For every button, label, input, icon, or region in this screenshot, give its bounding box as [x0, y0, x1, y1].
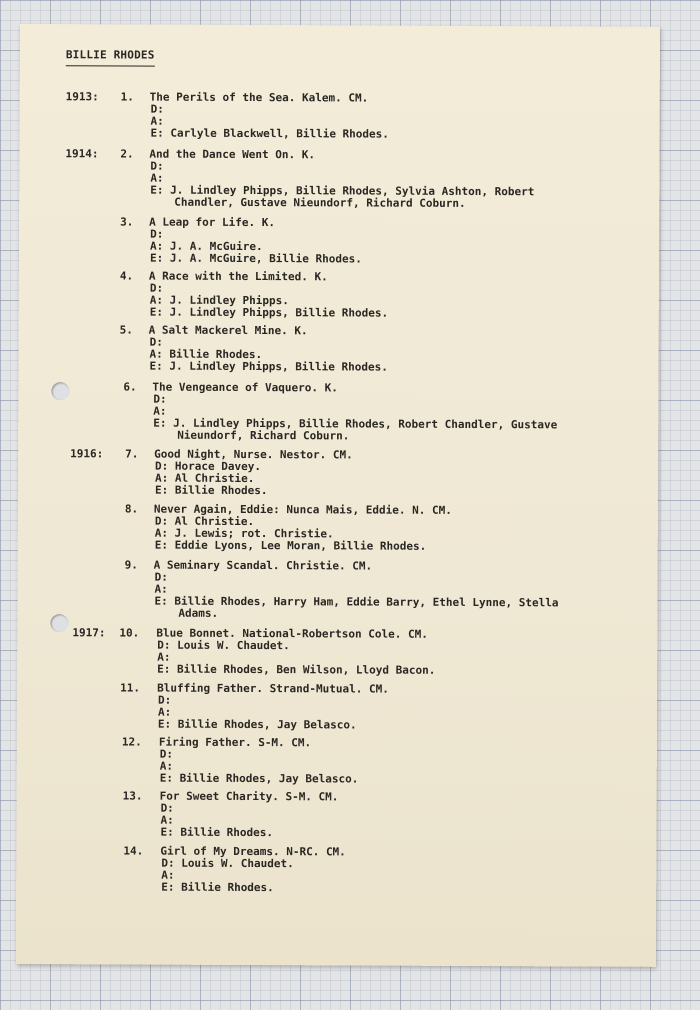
entry-title: Blue Bonnet. National-Robertson Cole. CM.: [156, 626, 428, 641]
entry-author: A:: [160, 813, 174, 827]
entry-number: 11.: [120, 681, 141, 695]
typed-page: [16, 24, 660, 967]
entry-author: A:: [150, 171, 164, 185]
entry-director: D:: [150, 102, 164, 116]
filmography-list: [20, 24, 660, 895]
entry-cast: E: J. Lindley Phipps, Billie Rhodes, Sylvia Ashton, Robert: [150, 183, 535, 199]
entry-cast: E: J. Lindley Phipps, Billie Rhodes, Robert Chandler, Gustave: [153, 416, 558, 432]
entry-director: D: Al Christie.: [154, 514, 255, 529]
entry-number: 5.: [119, 323, 133, 337]
entry-author: A:: [161, 868, 175, 882]
entry-cast: E: Billie Rhodes, Harry Ham, Eddie Barry, Ethel Lynne, Stella: [154, 594, 559, 610]
entry-number: 2.: [120, 147, 134, 161]
entry-title: Girl of My Dreams. N-RC. CM.: [160, 844, 346, 859]
entry-cast: E: J. A. McGuire, Billie Rhodes.: [149, 251, 362, 266]
entry-title: A Salt Mackerel Mine. K.: [148, 323, 308, 338]
entry-author: A: J. Lewis; rot. Christie.: [154, 526, 334, 541]
entry-author: A: J. A. McGuire.: [150, 239, 263, 254]
entry-director: D: Louis W. Chaudet.: [157, 638, 290, 653]
entry-number: 1.: [120, 90, 134, 104]
entry-cast: E: J. Lindley Phipps, Billie Rhodes.: [149, 305, 389, 320]
entry-author: A:: [154, 582, 168, 596]
entry-director: D:: [154, 570, 168, 584]
entry-title: For Sweet Charity. S-M. CM.: [159, 789, 339, 804]
entry-number: 4.: [119, 269, 134, 283]
entry-title: A Race with the Limited. K.: [148, 269, 328, 284]
entry-cast: E: Billie Rhodes.: [154, 483, 268, 498]
entry-author: A: Billie Rhodes.: [149, 347, 263, 362]
punch-hole: [51, 382, 69, 400]
entry-number: 7.: [125, 447, 139, 461]
entry-author: A:: [159, 759, 174, 773]
entry-cast: E: Billie Rhodes, Jay Belasco.: [157, 717, 357, 732]
entry-cast: E: Eddie Lyons, Lee Moran, Billie Rhodes.: [154, 538, 427, 553]
document-title: BILLIE RHODES: [66, 48, 155, 66]
entry-title: Bluffing Father. Strand-Mutual. CM.: [157, 681, 389, 696]
entry-director: D:: [158, 693, 172, 707]
entry-number: 6.: [123, 380, 137, 394]
entry-director: D:: [159, 747, 174, 761]
entry-cast-continued: Adams.: [178, 606, 219, 620]
entry-number: 13.: [122, 789, 143, 803]
entry-cast: E: Billie Rhodes, Jay Belasco.: [159, 771, 359, 786]
entry-number: 3.: [120, 215, 134, 229]
entry-title: Never Again, Eddie: Nunca Mais, Eddie. N. CM.: [153, 502, 452, 517]
entry-title: The Perils of the Sea. Kalem. CM.: [149, 90, 369, 105]
entry-director: D: Louis W. Chaudet.: [161, 856, 294, 871]
entry-title: Firing Father. S-M. CM.: [158, 735, 312, 750]
entry-title: A Leap for Life. K.: [149, 215, 276, 230]
entry-director: D:: [160, 801, 174, 815]
entry-year: 1917:: [72, 626, 106, 640]
entry-author: A:: [153, 404, 167, 418]
entry-year: 1913:: [65, 90, 99, 104]
entry-cast: E: Billie Rhodes, Ben Wilson, Lloyd Bacon.: [157, 662, 436, 677]
entry-cast-continued: Chandler, Gustave Nieundorf, Richard Coburn.: [174, 195, 466, 210]
entry-number: 14.: [123, 844, 144, 858]
entry-director: D:: [150, 159, 164, 173]
entry-author: A: J. Lindley Phipps.: [149, 293, 289, 308]
entry-title: A Seminary Scandal. Christie. CM.: [153, 558, 373, 573]
entry-director: D:: [149, 335, 163, 349]
entry-title: The Vengeance of Vaquero. K.: [152, 380, 338, 395]
entry-title: Good Night, Nurse. Nestor. CM.: [154, 447, 353, 462]
entry-author: A:: [157, 650, 171, 664]
entry-year: 1916:: [70, 447, 104, 461]
entry-number: 12.: [121, 735, 142, 749]
entry-cast: E: J. Lindley Phipps, Billie Rhodes.: [149, 359, 388, 374]
entry-cast: E: Carlyle Blackwell, Billie Rhodes.: [150, 126, 389, 141]
entry-author: A:: [157, 705, 172, 719]
entry-director: D: Horace Davey.: [155, 459, 262, 474]
punch-hole: [50, 614, 68, 632]
entry-number: 10.: [119, 626, 140, 640]
entry-title: And the Dance Went On. K.: [149, 147, 316, 162]
entry-cast: E: Billie Rhodes.: [161, 880, 274, 895]
entry-director: D:: [149, 281, 164, 295]
entry-number: 9.: [124, 558, 138, 572]
entry-number: 8.: [124, 502, 139, 516]
entry-cast: E: Billie Rhodes.: [160, 825, 274, 840]
entry-year: 1914:: [65, 147, 99, 161]
entry-author: A: Al Christie.: [154, 471, 255, 486]
entry-director: D:: [153, 392, 167, 406]
entry-author: A:: [150, 114, 164, 128]
entry-cast-continued: Nieundorf, Richard Coburn.: [177, 428, 350, 443]
entry-director: D:: [150, 227, 164, 241]
